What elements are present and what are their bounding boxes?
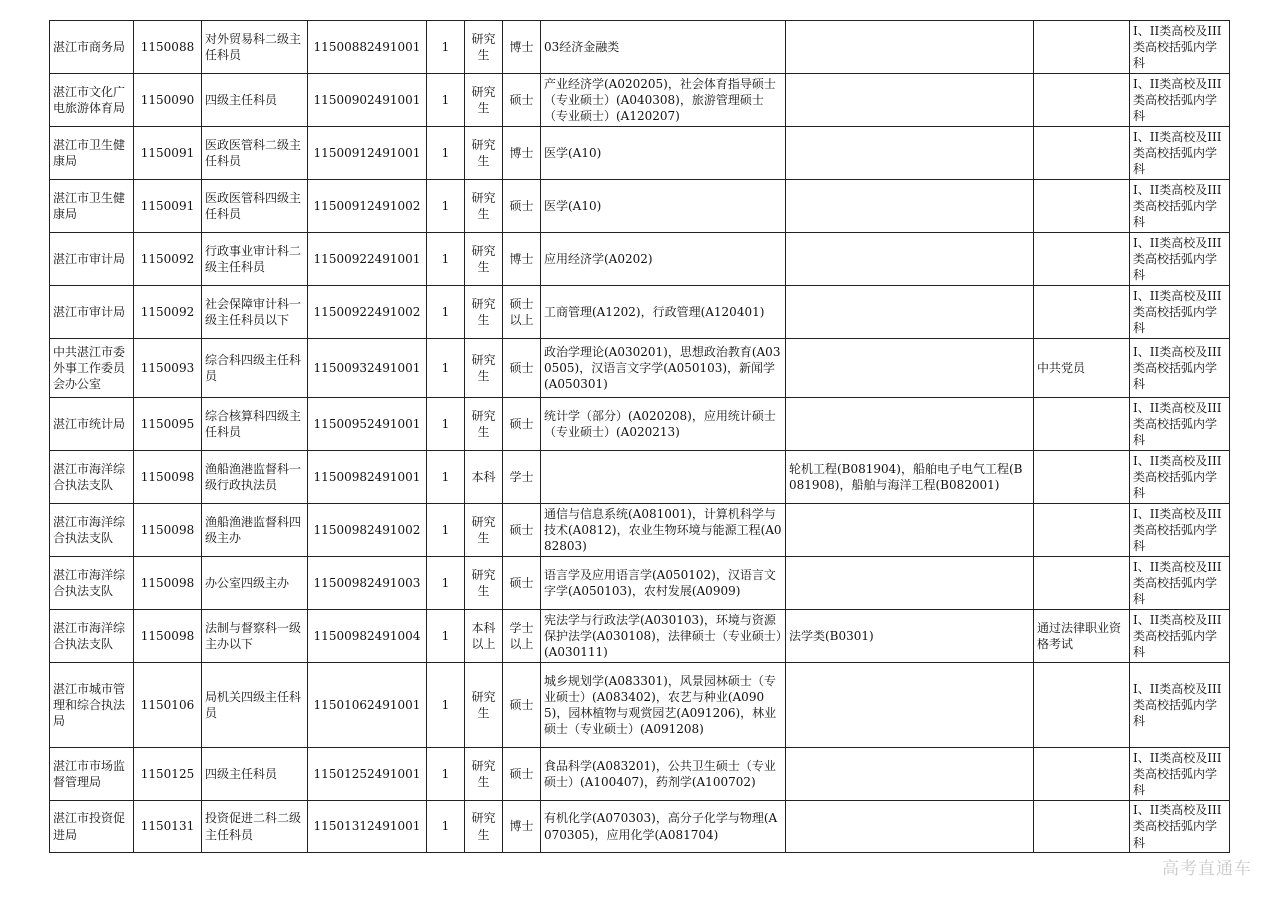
cell-dept: 湛江市统计局 <box>50 398 134 451</box>
cell-ug-major <box>786 233 1034 286</box>
table-row <box>50 451 1230 504</box>
cell-code: 1150088 <box>134 21 202 74</box>
table-row <box>50 127 1230 180</box>
cell-post-code: 11500932491001 <box>308 339 427 398</box>
cell-code: 1150092 <box>134 233 202 286</box>
cell-degree: 硕士 <box>503 663 541 748</box>
cell-school: I、II类高校及III类高校括弧内学科 <box>1130 748 1230 801</box>
cell-dept: 中共湛江市委外事工作委员会办公室 <box>50 339 134 398</box>
cell-dept: 湛江市卫生健康局 <box>50 127 134 180</box>
cell-post-code: 11500922491002 <box>308 286 427 339</box>
table-row <box>50 663 1230 748</box>
watermark: 高考直通车 <box>1162 859 1252 879</box>
cell-pg-major: 政治学理论(A030201)，思想政治教育(A030505)，汉语言文字学(A050103)，新闻学(A050301) <box>541 339 786 398</box>
cell-pg-major: 医学(A10) <box>541 127 786 180</box>
cell-num: 1 <box>427 451 465 504</box>
cell-school: I、II类高校及III类高校括弧内学科 <box>1130 504 1230 557</box>
cell-pg-major: 03经济金融类 <box>541 21 786 74</box>
cell-code: 1150093 <box>134 339 202 398</box>
cell-degree: 博士 <box>503 21 541 74</box>
cell-num: 1 <box>427 610 465 663</box>
cell-other <box>1034 451 1130 504</box>
cell-pg-major: 城乡规划学(A083301)，风景园林硕士（专业硕士）(A083402)，农艺与种业(A0905)，园林植物与观赏园艺(A091206)，林业硕士（专业硕士）(A091208) <box>541 663 786 748</box>
cell-post: 社会保障审计科一级主任科员以下 <box>202 286 308 339</box>
cell-post-code: 11500902491001 <box>308 74 427 127</box>
table-row <box>50 610 1230 663</box>
cell-code: 1150098 <box>134 451 202 504</box>
cell-code: 1150090 <box>134 74 202 127</box>
cell-dept: 湛江市海洋综合执法支队 <box>50 557 134 610</box>
cell-ug-major: 法学类(B0301) <box>786 610 1034 663</box>
cell-pg-major: 应用经济学(A0202) <box>541 233 786 286</box>
cell-other <box>1034 557 1130 610</box>
cell-other <box>1034 748 1130 801</box>
table-row <box>50 286 1230 339</box>
cell-code: 1150106 <box>134 663 202 748</box>
cell-num: 1 <box>427 504 465 557</box>
cell-dept: 湛江市市场监督管理局 <box>50 748 134 801</box>
cell-degree: 硕士 <box>503 339 541 398</box>
cell-num: 1 <box>427 398 465 451</box>
cell-dept: 湛江市海洋综合执法支队 <box>50 451 134 504</box>
cell-dept: 湛江市海洋综合执法支队 <box>50 504 134 557</box>
cell-code: 1150098 <box>134 610 202 663</box>
cell-post-code: 11501062491001 <box>308 663 427 748</box>
cell-num: 1 <box>427 74 465 127</box>
cell-school: I、II类高校及III类高校括弧内学科 <box>1130 127 1230 180</box>
cell-post-code: 11500922491001 <box>308 233 427 286</box>
cell-school: I、II类高校及III类高校括弧内学科 <box>1130 610 1230 663</box>
cell-degree: 硕士 <box>503 557 541 610</box>
cell-other <box>1034 127 1130 180</box>
cell-edu: 研究生 <box>465 398 503 451</box>
cell-ug-major <box>786 557 1034 610</box>
cell-post-code: 11501252491001 <box>308 748 427 801</box>
recruitment-table <box>49 20 1230 853</box>
cell-edu: 研究生 <box>465 663 503 748</box>
cell-post: 综合科四级主任科员 <box>202 339 308 398</box>
cell-pg-major: 宪法学与行政法学(A030103)，环境与资源保护法学(A030108)，法律硕士（专业硕士）(A030111) <box>541 610 786 663</box>
cell-ug-major <box>786 663 1034 748</box>
cell-dept: 湛江市投资促进局 <box>50 801 134 853</box>
cell-post-code: 11500982491004 <box>308 610 427 663</box>
cell-school: I、II类高校及III类高校括弧内学科 <box>1130 286 1230 339</box>
cell-school: I、II类高校及III类高校括弧内学科 <box>1130 663 1230 748</box>
cell-post-code: 11500912491002 <box>308 180 427 233</box>
cell-degree: 学士 <box>503 451 541 504</box>
cell-num: 1 <box>427 339 465 398</box>
cell-degree: 硕士以上 <box>503 286 541 339</box>
cell-other <box>1034 801 1130 853</box>
cell-edu: 研究生 <box>465 233 503 286</box>
cell-post: 对外贸易科二级主任科员 <box>202 21 308 74</box>
cell-pg-major: 通信与信息系统(A081001)，计算机科学与技术(A0812)，农业生物环境与能源工程(A082803) <box>541 504 786 557</box>
cell-dept: 湛江市文化广电旅游体育局 <box>50 74 134 127</box>
table-row <box>50 233 1230 286</box>
cell-code: 1150098 <box>134 504 202 557</box>
cell-post-code: 11500952491001 <box>308 398 427 451</box>
cell-post: 渔船渔港监督科一级行政执法员 <box>202 451 308 504</box>
cell-post: 办公室四级主办 <box>202 557 308 610</box>
cell-post: 行政事业审计科二级主任科员 <box>202 233 308 286</box>
cell-degree: 硕士 <box>503 504 541 557</box>
cell-code: 1150098 <box>134 557 202 610</box>
cell-code: 1150131 <box>134 801 202 853</box>
cell-school: I、II类高校及III类高校括弧内学科 <box>1130 233 1230 286</box>
cell-other <box>1034 180 1130 233</box>
cell-num: 1 <box>427 233 465 286</box>
cell-degree: 硕士 <box>503 180 541 233</box>
cell-dept: 湛江市审计局 <box>50 233 134 286</box>
cell-other <box>1034 504 1130 557</box>
cell-other: 通过法律职业资格考试 <box>1034 610 1130 663</box>
cell-ug-major <box>786 748 1034 801</box>
cell-pg-major: 工商管理(A1202)，行政管理(A120401) <box>541 286 786 339</box>
cell-pg-major: 有机化学(A070303)，高分子化学与物理(A070305)，应用化学(A081704) <box>541 801 786 853</box>
cell-pg-major: 语言学及应用语言学(A050102)，汉语言文字学(A050103)，农村发展(A0909) <box>541 557 786 610</box>
cell-school: I、II类高校及III类高校括弧内学科 <box>1130 21 1230 74</box>
cell-edu: 研究生 <box>465 127 503 180</box>
cell-degree: 博士 <box>503 127 541 180</box>
cell-other <box>1034 286 1130 339</box>
cell-edu: 研究生 <box>465 180 503 233</box>
cell-edu: 研究生 <box>465 748 503 801</box>
table-row <box>50 74 1230 127</box>
cell-school: I、II类高校及III类高校括弧内学科 <box>1130 801 1230 853</box>
cell-pg-major: 医学(A10) <box>541 180 786 233</box>
cell-school: I、II类高校及III类高校括弧内学科 <box>1130 180 1230 233</box>
cell-post-code: 11500982491003 <box>308 557 427 610</box>
cell-dept: 湛江市卫生健康局 <box>50 180 134 233</box>
cell-edu: 研究生 <box>465 557 503 610</box>
cell-other <box>1034 74 1130 127</box>
cell-ug-major <box>786 286 1034 339</box>
cell-degree: 硕士 <box>503 74 541 127</box>
cell-ug-major <box>786 398 1034 451</box>
cell-num: 1 <box>427 180 465 233</box>
cell-edu: 本科以上 <box>465 610 503 663</box>
cell-post: 投资促进二科二级主任科员 <box>202 801 308 853</box>
cell-code: 1150092 <box>134 286 202 339</box>
cell-post-code: 11500982491002 <box>308 504 427 557</box>
cell-post: 四级主任科员 <box>202 74 308 127</box>
cell-code: 1150095 <box>134 398 202 451</box>
table-row <box>50 180 1230 233</box>
cell-pg-major: 食品科学(A083201)，公共卫生硕士（专业硕士）(A100407)，药剂学(A100702) <box>541 748 786 801</box>
cell-ug-major <box>786 127 1034 180</box>
cell-post-code: 11500912491001 <box>308 127 427 180</box>
table-row <box>50 339 1230 398</box>
table-row <box>50 504 1230 557</box>
table-row <box>50 398 1230 451</box>
cell-ug-major <box>786 801 1034 853</box>
cell-post-code: 11500982491001 <box>308 451 427 504</box>
cell-ug-major <box>786 339 1034 398</box>
cell-num: 1 <box>427 127 465 180</box>
cell-school: I、II类高校及III类高校括弧内学科 <box>1130 557 1230 610</box>
cell-pg-major: 产业经济学(A020205)，社会体育指导硕士（专业硕士）(A040308)，旅游管理硕士（专业硕士）(A120207) <box>541 74 786 127</box>
cell-school: I、II类高校及III类高校括弧内学科 <box>1130 398 1230 451</box>
cell-degree: 学士以上 <box>503 610 541 663</box>
cell-code: 1150091 <box>134 127 202 180</box>
cell-post-code: 11501312491001 <box>308 801 427 853</box>
cell-other <box>1034 233 1130 286</box>
cell-post: 四级主任科员 <box>202 748 308 801</box>
cell-ug-major <box>786 180 1034 233</box>
cell-edu: 研究生 <box>465 21 503 74</box>
cell-degree: 博士 <box>503 233 541 286</box>
cell-ug-major <box>786 74 1034 127</box>
cell-dept: 湛江市审计局 <box>50 286 134 339</box>
cell-dept: 湛江市城市管理和综合执法局 <box>50 663 134 748</box>
cell-num: 1 <box>427 286 465 339</box>
cell-num: 1 <box>427 557 465 610</box>
table-row <box>50 801 1230 853</box>
cell-edu: 研究生 <box>465 286 503 339</box>
cell-other: 中共党员 <box>1034 339 1130 398</box>
cell-num: 1 <box>427 21 465 74</box>
cell-school: I、II类高校及III类高校括弧内学科 <box>1130 451 1230 504</box>
cell-code: 1150091 <box>134 180 202 233</box>
cell-edu: 研究生 <box>465 504 503 557</box>
cell-num: 1 <box>427 801 465 853</box>
cell-ug-major <box>786 504 1034 557</box>
cell-other <box>1034 21 1130 74</box>
cell-ug-major: 轮机工程(B081904)，船舶电子电气工程(B081908)，船舶与海洋工程(B082001) <box>786 451 1034 504</box>
cell-post: 医政医管科二级主任科员 <box>202 127 308 180</box>
cell-degree: 硕士 <box>503 748 541 801</box>
cell-post: 渔船渔港监督科四级主办 <box>202 504 308 557</box>
cell-pg-major <box>541 451 786 504</box>
table-row <box>50 21 1230 74</box>
cell-num: 1 <box>427 748 465 801</box>
table-row <box>50 557 1230 610</box>
cell-school: I、II类高校及III类高校括弧内学科 <box>1130 74 1230 127</box>
cell-post: 综合核算科四级主任科员 <box>202 398 308 451</box>
table-body <box>50 21 1230 853</box>
cell-edu: 研究生 <box>465 801 503 853</box>
cell-edu: 本科 <box>465 451 503 504</box>
table-row <box>50 748 1230 801</box>
cell-edu: 研究生 <box>465 74 503 127</box>
cell-other <box>1034 398 1130 451</box>
cell-dept: 湛江市商务局 <box>50 21 134 74</box>
cell-other <box>1034 663 1130 748</box>
cell-post: 局机关四级主任科员 <box>202 663 308 748</box>
cell-num: 1 <box>427 663 465 748</box>
cell-dept: 湛江市海洋综合执法支队 <box>50 610 134 663</box>
cell-code: 1150125 <box>134 748 202 801</box>
cell-pg-major: 统计学（部分）(A020208)，应用统计硕士（专业硕士）(A020213) <box>541 398 786 451</box>
cell-ug-major <box>786 21 1034 74</box>
cell-post-code: 11500882491001 <box>308 21 427 74</box>
cell-post: 医政医管科四级主任科员 <box>202 180 308 233</box>
cell-school: I、II类高校及III类高校括弧内学科 <box>1130 339 1230 398</box>
cell-degree: 硕士 <box>503 398 541 451</box>
cell-post: 法制与督察科一级主办以下 <box>202 610 308 663</box>
cell-edu: 研究生 <box>465 339 503 398</box>
cell-degree: 博士 <box>503 801 541 853</box>
